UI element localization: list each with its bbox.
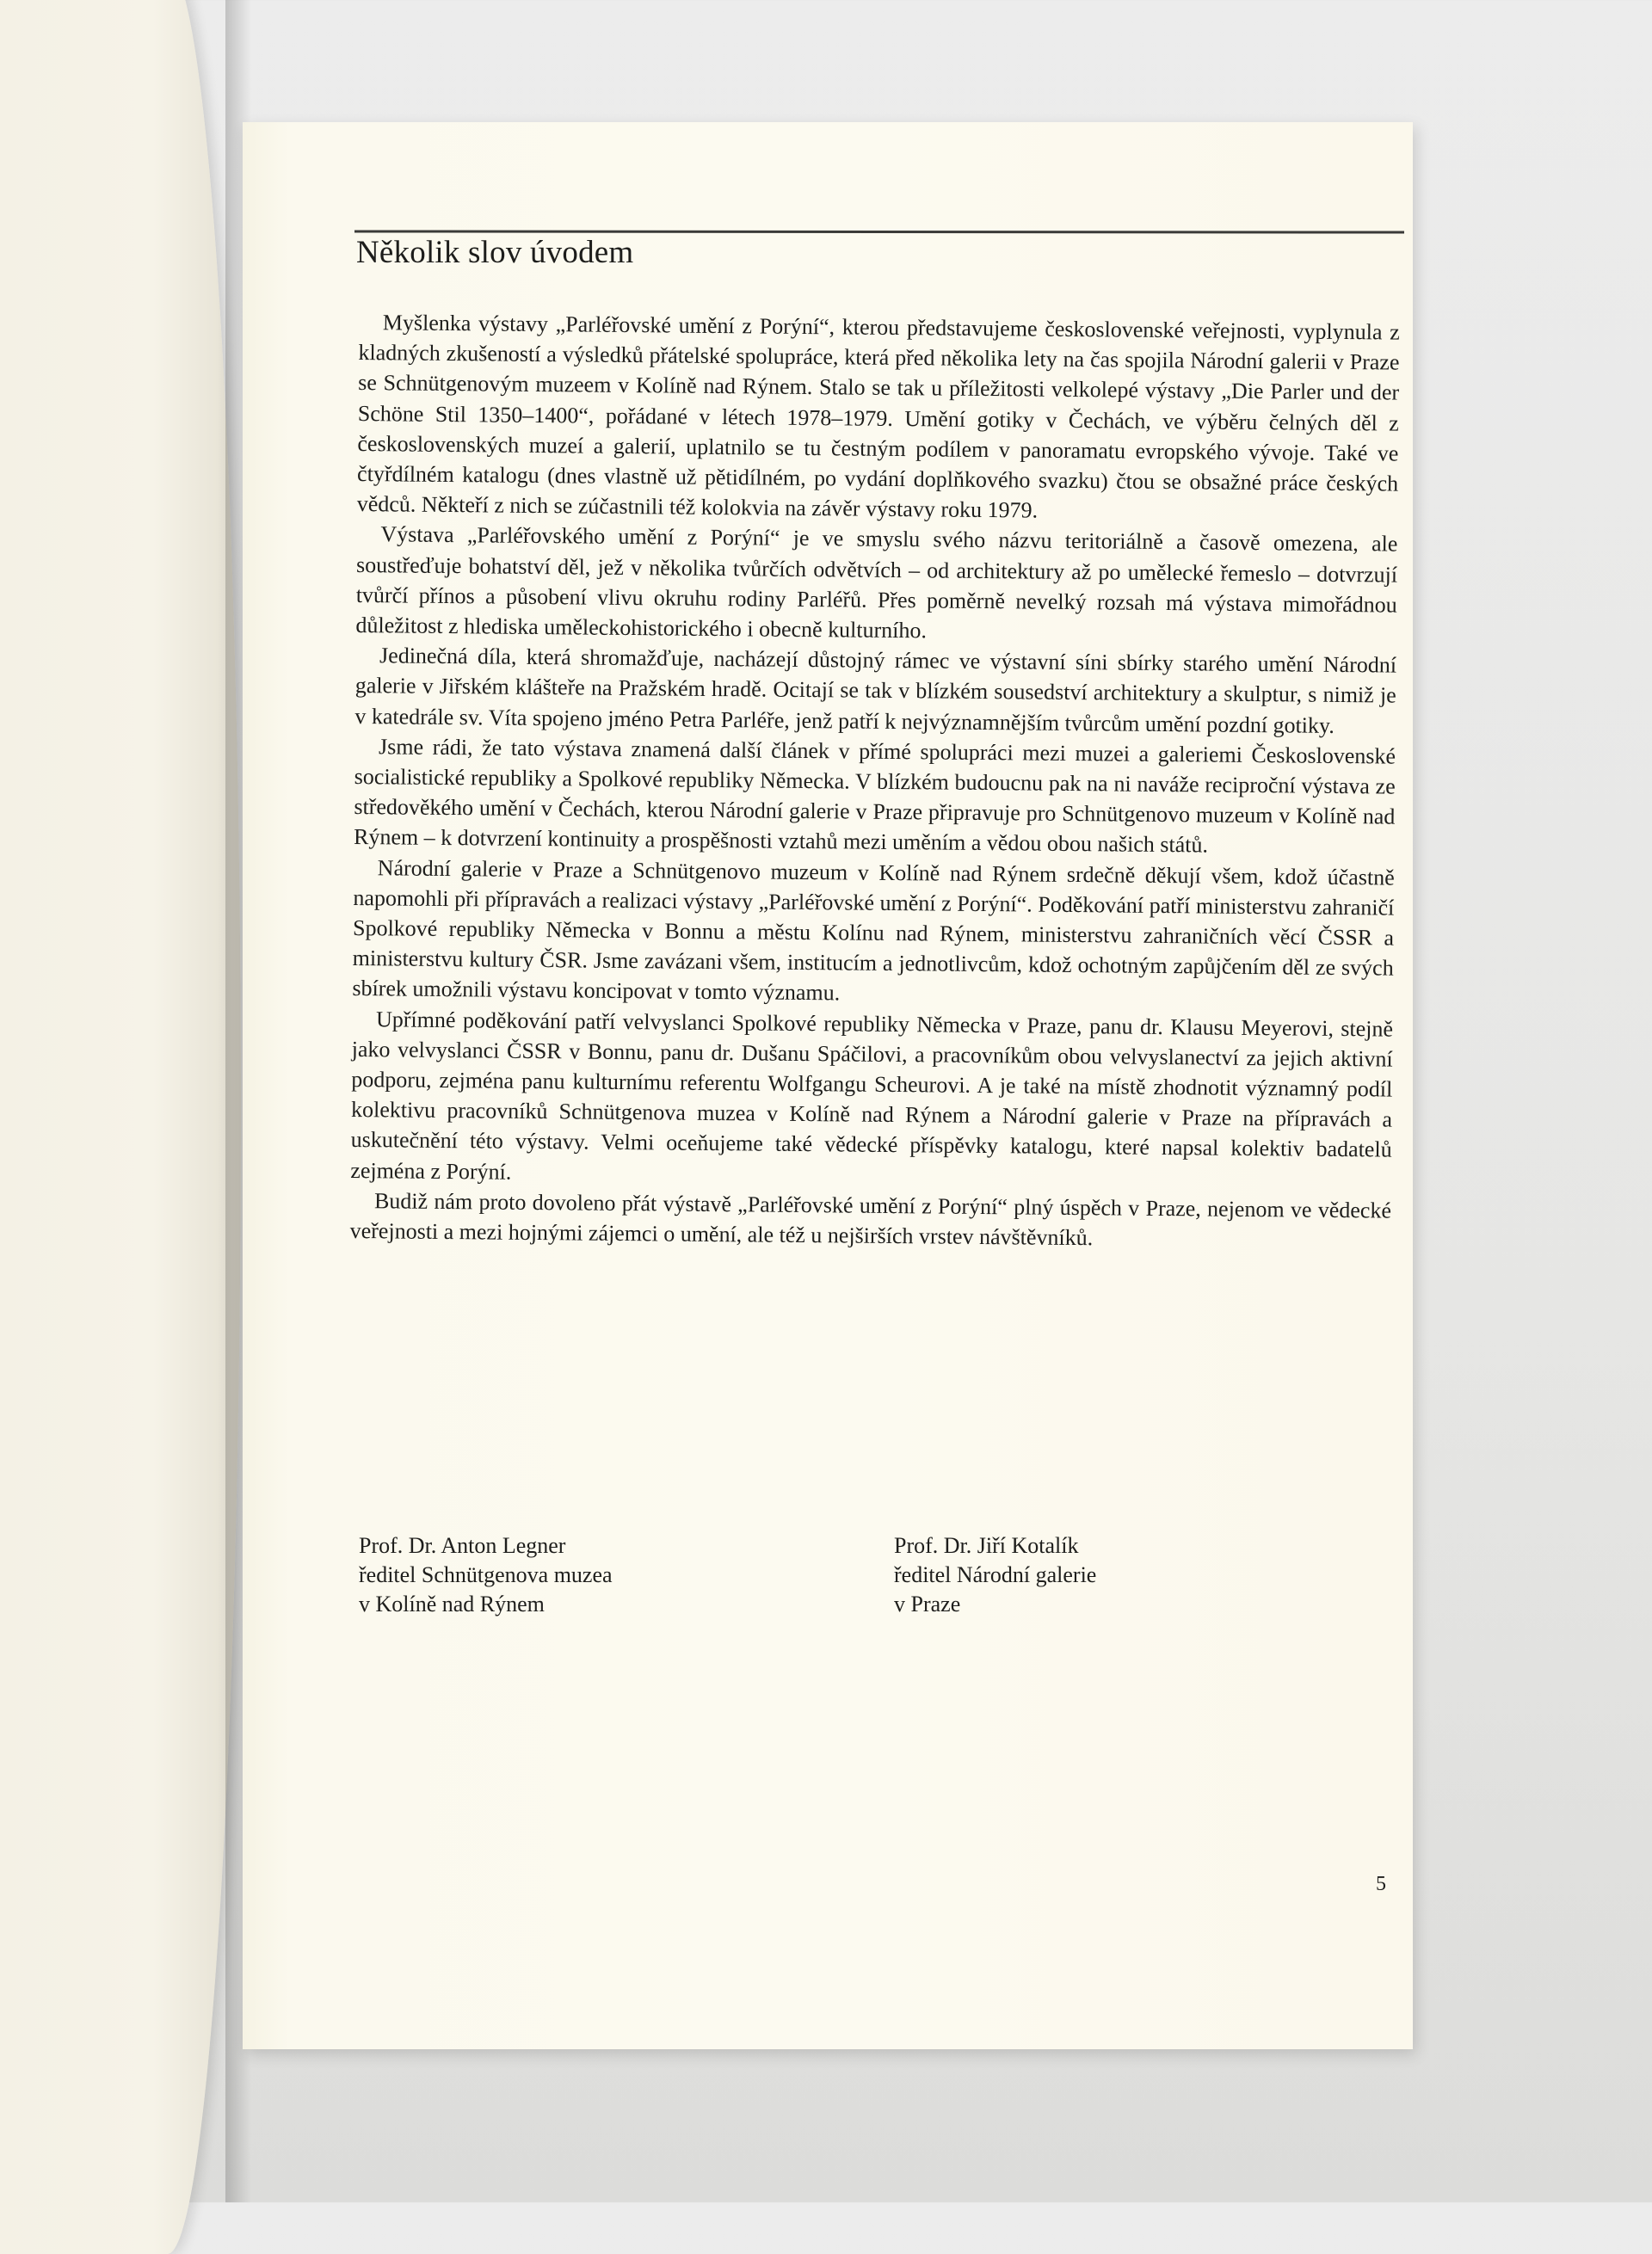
signature-name: Prof. Dr. Anton Legner: [359, 1533, 566, 1558]
header-rule: [354, 230, 1404, 233]
paragraph: Upřímné poděkování patří velvyslanci Spolkové republiky Německa v Praze, panu dr. Klausu Meyerovi, stejně jako velvyslanci ČSSR v Bonnu, panu dr. Dušanu Spáčilovi, a pracovníkům obou velvyslanectví za jejich aktivní podporu, zejména panu kulturnímu referentu Wolfgangu Scheurovi. A je také na místě zhodnotit významný podíl kolektivu pracovníků Schnütgenova muzea v Kolíně nad Rýnem a Národní galerie v Praze na přípravách a uskutečnění této výstavy. Velmi oceňujeme také vědecké příspěvky katalogu, které napsal kolektiv badatelů zejména z Porýní.: [350, 1006, 1394, 1185]
paragraph: Budiž nám proto dovoleno přát výstavě „Parléřovské umění z Porýní“ plný úspěch v Praze, nejenom ve vědecké veřejnosti a mezi hojnými zájemci o umění, ale též u nejširších vrstev návštěvníků.: [349, 1188, 1392, 1251]
signature-legner: [359, 1531, 613, 1619]
page-title: Několik slov úvodem: [356, 235, 634, 270]
signature-role: ředitel Schnütgenova muzea: [359, 1562, 613, 1587]
signature-place: v Kolíně nad Rýnem: [359, 1592, 545, 1617]
signature-kotalik: [894, 1531, 1096, 1619]
paragraph: Myšlenka výstavy „Parléřovské umění z Porýní“, kterou představujeme československé veřejnosti, vyplynula z kladných zkušeností a výsledků přátelské spolupráce, která před několika lety na čas spojila Národní galerii v Praze se Schnütgenovým muzeem v Kolíně nad Rýnem. Stalo se tak u příležitosti velkolepé výstavy „Die Parler und der Schöne Stil 1350–1400“, pořádané v létech 1978–1979. Umění gotiky v Čechách, ve výběru čelných děl z československých muzeí a galerií, uplatnilo se tu čestným podílem v panoramatu evropského vývoje. Také ve čtyřdílném katalogu (dnes vlastně už pětidílném, po vydání doplňkového svazku) čtou se obsažné práce českých vědců. Někteří z nich se zúčastnili též kolokvia na závěr výstavy roku 1979.: [356, 310, 1400, 523]
signature-role: ředitel Národní galerie: [894, 1562, 1097, 1587]
page-number: 5: [1376, 1873, 1386, 1895]
paragraph: Jsme rádi, že tato výstava znamená další článek v přímé spolupráci mezi muzei a galeriemi Československé socialistické republiky a Spolkové republiky Německa. V blízkém budoucnu pak na ni naváže reciproční výstava ze středověkého umění v Čechách, kterou Národní galerie v Praze připravuje pro Schnütgenovo muzeum v Kolíně nad Rýnem – k dotvrzení kontinuity a prospěšnosti vztahů mezi uměním a vědou obou našich států.: [353, 734, 1396, 858]
signature-name: Prof. Dr. Jiří Kotalík: [894, 1533, 1079, 1558]
paragraph: Národní galerie v Praze a Schnütgenovo muzeum v Kolíně nad Rýnem srdečně děkují všem, kdož účastně napomohli při přípravách a realizaci výstavy „Parléřovské umění z Porýní“. Poděkování patří ministerstvu zahraničí Spolkové republiky Německa v Bonnu a městu Kolínu nad Rýnem, ministerstvu zahraničních věcí ČSSR a ministerstvu kultury ČSR. Jsme zavázani všem, institucím a jednotlivcům, kdož ochotným zapůjčením děl ze svých sbírek umožnili výstavu koncipovat v tomto významu.: [352, 854, 1395, 1006]
left-page: [0, 0, 241, 2254]
right-page: [243, 122, 1413, 2049]
paragraph: Výstava „Parléřovského umění z Porýní“ je ve smyslu svého názvu teritoriálně a časově omezena, ale soustřeďuje bohatství děl, jež v několika tvůrčích odvětvích – od architektury až po umělecké řemeslo – dotvrzují tvůrčí přínos a působení vlivu okruhu rodiny Parléřů. Přes poměrně nevelký rozsah má výstava mimořádnou důležitost z hlediska uměleckohistorického i obecně kulturního.: [355, 521, 1398, 644]
body-text: [350, 307, 1400, 1256]
signature-place: v Praze: [894, 1592, 961, 1617]
paragraph: Jedinečná díla, která shromažďuje, nacházejí důstojný rámec ve výstavní síni sbírky starého umění Národní galerie v Jiřském klášteře na Pražském hradě. Ocitají se tak v blízkém sousedství architektury a skulptur, s nimiž je v katedrále sv. Víta spojeno jméno Petra Parléře, jenž patří k nejvýznamnějším tvůrcům umění pozdní gotiky.: [354, 643, 1397, 738]
